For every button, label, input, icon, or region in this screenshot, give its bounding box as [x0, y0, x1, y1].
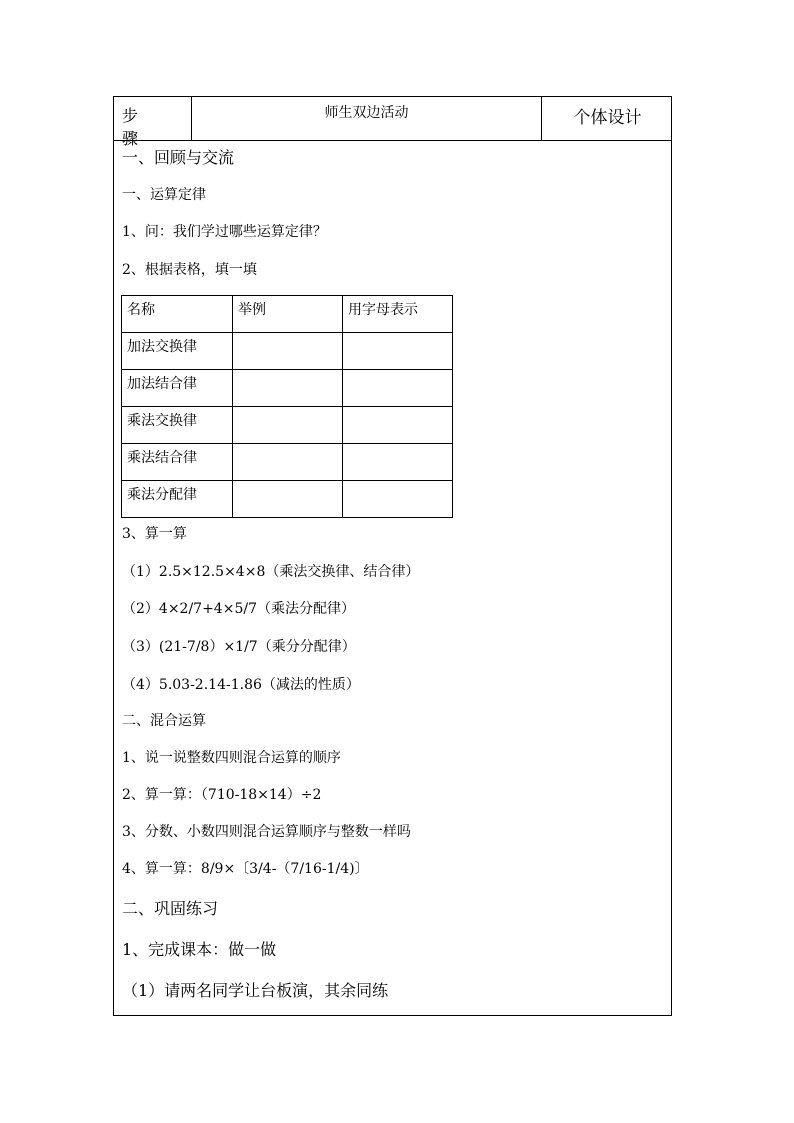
- question-3: 3、算一算: [122, 526, 187, 542]
- table-cell: [233, 407, 343, 444]
- table-cell: [233, 481, 343, 518]
- mixed-1: 1、说一说整数四则混合运算的顺序: [122, 750, 341, 766]
- mixed-3: 3、分数、小数四则混合运算顺序与整数一样吗: [122, 824, 411, 840]
- table-cell: [233, 333, 343, 370]
- question-1: 1、问：我们学过哪些运算定律？: [122, 224, 327, 240]
- table-header-row: [122, 296, 453, 333]
- table-cell: 加法结合律: [122, 370, 233, 407]
- header-design: 个体设计: [573, 108, 642, 128]
- table-row: [122, 444, 453, 481]
- table-cell: 乘法分配律: [122, 481, 233, 518]
- header-row: [114, 97, 671, 148]
- mixed-2: 2、算一算：（710-18×14）÷2: [122, 787, 322, 803]
- table-cell: [343, 370, 453, 407]
- header-design-cell: [541, 97, 672, 140]
- header-step-cell: [114, 97, 192, 148]
- table-cell: [343, 481, 453, 518]
- table-cell: 加法交换律: [122, 333, 233, 370]
- section-practice: 二、巩固练习: [122, 899, 219, 918]
- table-cell: [233, 444, 343, 481]
- header-step: 步骤: [122, 106, 161, 148]
- lesson-plan-frame: [113, 96, 672, 1016]
- table-cell: [343, 444, 453, 481]
- section-review: 一、回顾与交流: [122, 148, 235, 167]
- mixed-4: 4、算一算：8/9×〔3/4-（7/16-1/4)〕: [122, 861, 369, 877]
- table-header-cell: 名称: [122, 296, 233, 333]
- section-mixed: 二、混合运算: [122, 713, 206, 729]
- table-cell: [343, 407, 453, 444]
- calc-3: （3）(21-7/8）×1/7（乘分分配律）: [122, 639, 356, 655]
- table-row: [122, 333, 453, 370]
- practice-2: （1）请两名同学让台板演，其余同练: [122, 981, 389, 1000]
- calc-2: （2）4×2/7+4×5/7（乘法分配律）: [122, 601, 355, 617]
- table-row: [122, 370, 453, 407]
- header-activity: 师生双边活动: [324, 105, 409, 121]
- table-header-cell: 用字母表示: [343, 296, 453, 333]
- table-cell: [343, 333, 453, 370]
- table-cell: 乘法结合律: [122, 444, 233, 481]
- table-row: [122, 407, 453, 444]
- table-header-cell: 举例: [233, 296, 343, 333]
- table-row: [122, 481, 453, 518]
- section-laws: 一、运算定律: [122, 187, 206, 203]
- laws-table: [121, 295, 453, 518]
- table-cell: [233, 370, 343, 407]
- calc-1: （1）2.5×12.5×4×8（乘法交换律、结合律）: [122, 564, 420, 580]
- question-2: 2、根据表格，填一填: [122, 262, 257, 278]
- table-cell: 乘法交换律: [122, 407, 233, 444]
- practice-1: 1、完成课本：做一做: [122, 940, 277, 959]
- calc-4: （4）5.03-2.14-1.86（减法的性质）: [122, 677, 360, 693]
